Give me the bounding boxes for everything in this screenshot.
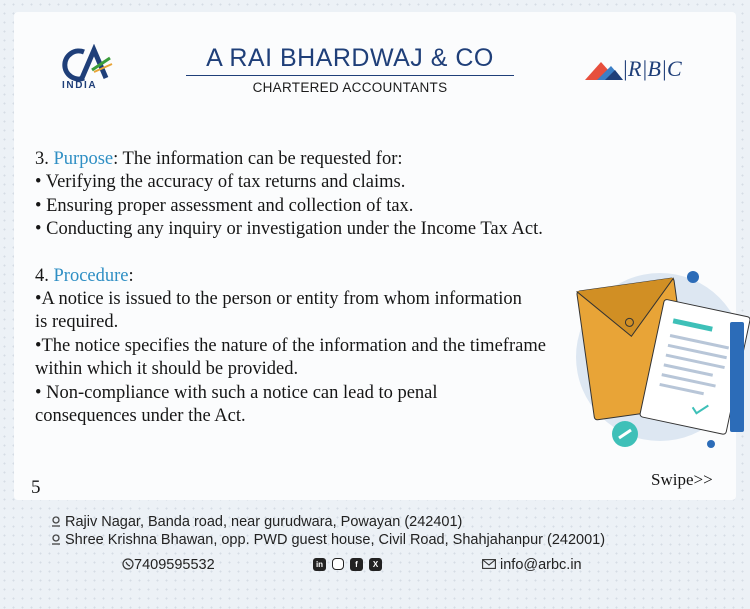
address-1: Rajiv Nagar, Banda road, near gurudwara, Powayan (242401) [65,514,463,530]
x-icon[interactable]: X [369,558,382,571]
ca-india-label: INDIA [62,80,98,91]
linkedin-icon[interactable]: in [313,558,326,571]
swipe-hint: Swipe>> [651,470,713,489]
purpose-number: 3. [35,149,54,169]
body-text [35,148,605,428]
document-illustration [565,262,750,462]
facebook-icon[interactable]: f [350,558,363,571]
page-number: 5 [31,477,41,498]
firm-name-underline [186,75,514,76]
address-2: Shree Krishna Bhawan, opp. PWD guest house, Civil Road, Shahjahanpur (242001) [65,532,606,548]
purpose-item: • Conducting any inquiry or investigation under the Income Tax Act. [35,219,543,240]
procedure-heading [35,265,605,288]
email-contact[interactable] [482,557,582,573]
procedure-title: Procedure [53,265,129,286]
purpose-lead: : The information can be requested for: [113,149,403,169]
phone-contact[interactable] [122,557,215,573]
procedure-number: 4. [35,265,54,286]
location-pin-icon [51,534,61,545]
purpose-title: Purpose [53,149,114,169]
email-address: info@arbc.in [500,557,582,573]
purpose-heading [35,148,605,171]
mail-icon [482,559,496,569]
firm-name: A RAI BHARDWAJ & CO [206,44,494,72]
firm-subtitle: CHARTERED ACCOUNTANTS [252,80,448,95]
procedure-item: •A notice is issued to the person or entity from whom information is required. [35,289,522,333]
address-line-2 [51,532,605,548]
social-icons [313,558,382,571]
instagram-icon[interactable] [332,558,344,570]
procedure-item: • Non-compliance with such a notice can lead to penal consequences under the Act. [35,382,438,427]
address-line-1 [51,514,462,530]
phone-number: 7409595532 [134,557,215,573]
procedure-lead: : [128,265,134,286]
purpose-item: • Verifying the accuracy of tax returns and claims. [35,172,406,193]
location-pin-icon [51,516,61,527]
purpose-item: • Ensuring proper assessment and collection of tax. [35,195,414,216]
arbc-logo-text: |R|B|C [622,56,682,81]
procedure-item: •The notice specifies the nature of the information and the timeframe within which it should be provided. [35,335,546,380]
whatsapp-icon [122,558,134,570]
header [0,0,750,120]
